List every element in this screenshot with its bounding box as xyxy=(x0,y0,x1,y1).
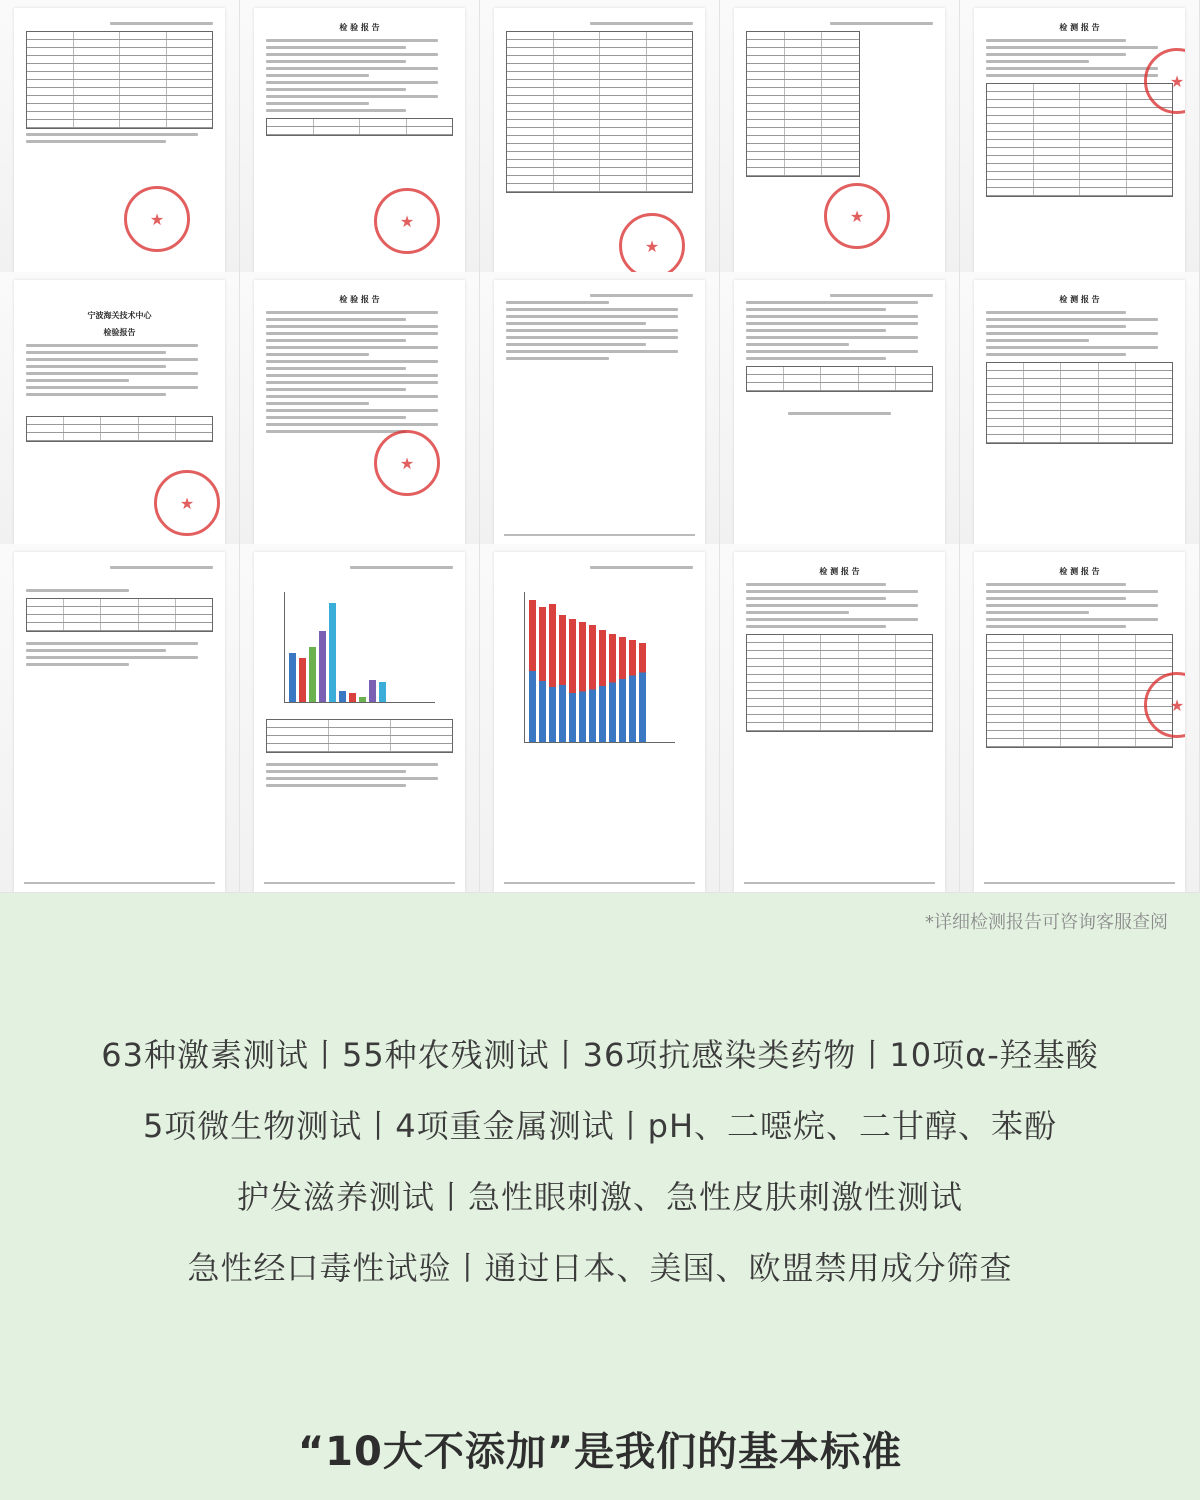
report-title: 检 测 报 告 xyxy=(1059,23,1100,32)
report-page xyxy=(494,8,705,272)
report-page xyxy=(494,552,705,892)
feature-line: 5项微生物测试丨4项重金属测试丨pH、二噁烷、二甘醇、苯酚 xyxy=(142,1107,1058,1145)
report-thumbnail xyxy=(960,272,1200,545)
report-title: 检验报告 xyxy=(103,328,136,337)
report-page xyxy=(254,280,465,544)
report-thumbnail xyxy=(240,544,480,893)
feature-line: 63种激素测试丨55种农残测试丨36项抗感染类药物丨10项α-羟基酸 xyxy=(101,1036,1099,1074)
report-page xyxy=(14,8,225,272)
report-page xyxy=(734,552,945,892)
report-thumbnail xyxy=(0,544,240,893)
brand-slogan: “10大不添加”是我们的基本标准 xyxy=(297,1429,903,1475)
report-thumbnail xyxy=(720,0,960,273)
report-thumbnail xyxy=(0,272,240,545)
report-page xyxy=(14,552,225,892)
report-page xyxy=(254,552,465,892)
report-inquiry-note: *详细检测报告可咨询客服查阅 xyxy=(925,912,1168,933)
report-title: 检 验 报 告 xyxy=(339,295,380,304)
report-thumbnail xyxy=(480,0,720,273)
report-thumbnail xyxy=(480,544,720,893)
report-thumbnail xyxy=(240,0,480,273)
report-page xyxy=(734,280,945,544)
report-page xyxy=(974,552,1185,892)
feature-line: 急性经口毒性试验丨通过日本、美国、欧盟禁用成分筛查 xyxy=(187,1249,1013,1287)
report-thumbnail xyxy=(960,0,1200,273)
report-thumbnail xyxy=(720,544,960,893)
report-thumbnail xyxy=(480,272,720,545)
report-title: 检 测 报 告 xyxy=(1059,295,1100,304)
report-thumbnail xyxy=(960,544,1200,893)
feature-line: 护发滋养测试丨急性眼刺激、急性皮肤刺激性测试 xyxy=(236,1178,963,1216)
report-thumbnail xyxy=(240,272,480,545)
stacked-bar-chart-thumbnail xyxy=(524,592,675,743)
inspection-stamp xyxy=(619,213,685,272)
report-page xyxy=(734,8,945,272)
report-title: 检 验 报 告 xyxy=(339,23,380,32)
report-page xyxy=(254,8,465,272)
inspection-stamp xyxy=(824,183,890,249)
test-feature-list xyxy=(0,1020,1200,1304)
report-page xyxy=(974,8,1185,272)
inspection-stamp xyxy=(124,186,190,252)
report-org: 宁波海关技术中心 xyxy=(87,311,152,320)
inspection-stamp xyxy=(154,470,220,536)
inspection-stamp xyxy=(374,188,440,254)
report-thumbnail xyxy=(0,0,240,273)
report-thumbnail xyxy=(720,272,960,545)
report-title: 检 测 报 告 xyxy=(1059,567,1100,576)
report-title: 检 测 报 告 xyxy=(819,567,860,576)
report-page xyxy=(14,280,225,544)
report-page xyxy=(494,280,705,544)
inspection-stamp xyxy=(374,430,440,496)
bar-chart-thumbnail xyxy=(284,592,435,703)
report-page xyxy=(974,280,1185,544)
